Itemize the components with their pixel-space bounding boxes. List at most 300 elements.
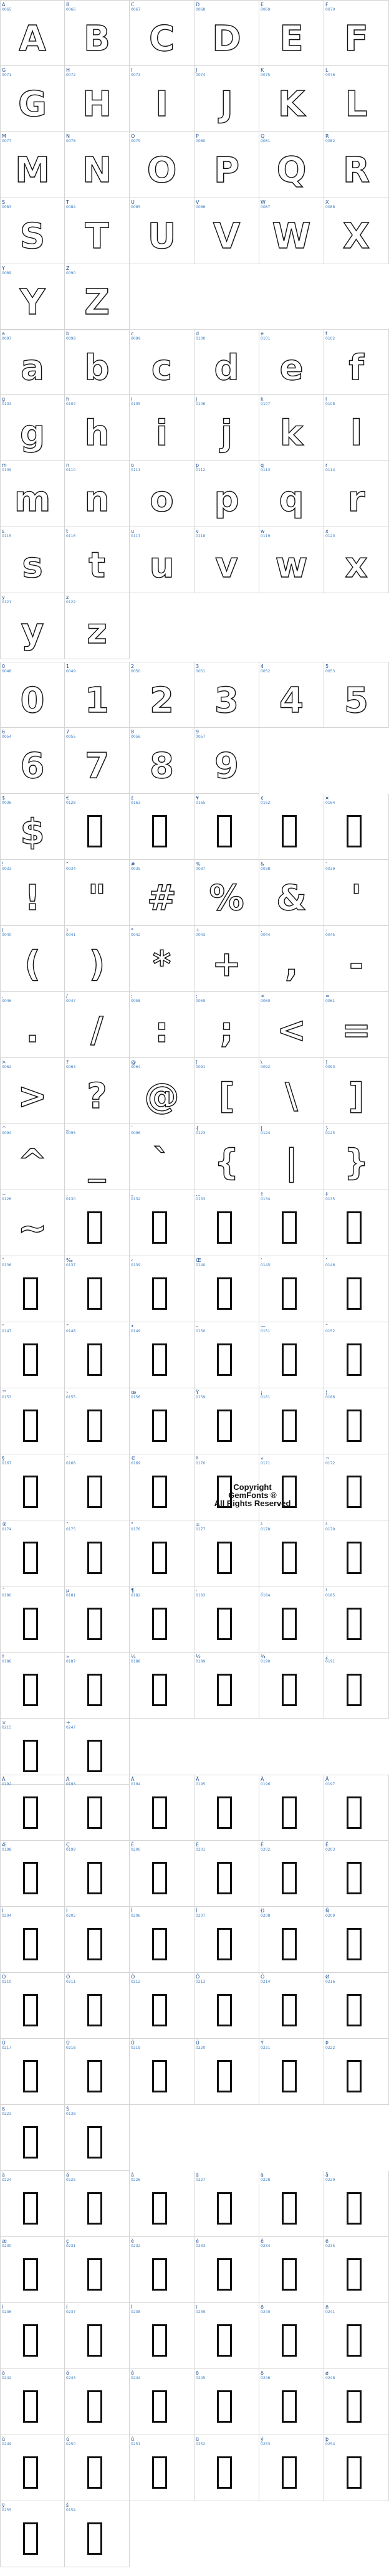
glyph-label: Ã — [196, 1777, 199, 1782]
missing-glyph-box — [217, 1862, 232, 1894]
glyph-cell — [0, 992, 65, 1058]
glyph-cell — [65, 2435, 130, 2501]
glyph-code: 0115 — [2, 534, 12, 538]
glyph-cell — [65, 264, 130, 330]
glyph-cell — [130, 2039, 194, 2105]
glyph-cell — [324, 1586, 389, 1653]
glyph-code: 0216 — [325, 1980, 335, 1984]
glyph-label: ß — [2, 2106, 6, 2112]
glyph-cell — [130, 1454, 194, 1520]
glyph-sample: } — [343, 1142, 369, 1183]
glyph-code: 0102 — [325, 336, 335, 341]
glyph-cell — [259, 2303, 324, 2369]
glyph-cell — [0, 461, 65, 527]
glyph-sample: S — [19, 216, 46, 257]
glyph-cell — [0, 1256, 65, 1322]
missing-glyph-box — [23, 1994, 38, 2026]
glyph-cell — [65, 1124, 130, 1190]
glyph-cell — [0, 1388, 65, 1454]
glyph-sample: l — [350, 413, 363, 454]
glyph-code: 0093 — [325, 1065, 335, 1069]
glyph-label: ¡ — [261, 1390, 263, 1395]
glyph-label: › — [66, 1390, 69, 1395]
glyph-label: ñ — [325, 2304, 329, 2310]
missing-glyph-box — [23, 1928, 38, 1960]
glyph-code: 0239 — [196, 2310, 206, 2314]
glyph-label: Ñ — [325, 1908, 329, 1914]
glyph-code: 0220 — [196, 2046, 206, 2050]
glyph-label: û — [131, 2436, 135, 2442]
missing-glyph-box — [23, 2060, 38, 2092]
glyph-cell — [0, 1775, 65, 1841]
glyph-code: 0047 — [66, 999, 76, 1003]
glyph-cell — [194, 1190, 259, 1256]
glyph-cell — [259, 1775, 324, 1841]
glyph-cell — [130, 329, 194, 395]
glyph-cell — [259, 329, 324, 395]
glyph-code: 0236 — [2, 2310, 12, 2314]
glyph-cell — [130, 1124, 194, 1190]
glyph-cell — [0, 662, 65, 728]
glyph-label: i — [131, 396, 133, 402]
glyph-code: 0055 — [66, 735, 76, 739]
glyph-label: # — [131, 861, 135, 867]
glyph-cell — [65, 2039, 130, 2105]
glyph-cell — [130, 1973, 194, 2039]
glyph-cell — [130, 2171, 194, 2237]
glyph-label: J — [196, 67, 198, 73]
glyph-cell — [65, 1653, 130, 1719]
glyph-cell — [0, 395, 65, 461]
glyph-cell — [259, 395, 324, 461]
glyph-code: 0254 — [325, 2442, 335, 2446]
glyph-label: – — [196, 1324, 198, 1329]
glyph-sample: . — [26, 1010, 39, 1051]
missing-glyph-box — [152, 1343, 167, 1376]
glyph-code: 0094 — [2, 1131, 12, 1135]
glyph-cell — [65, 2105, 130, 2171]
glyph-code: 0178 — [261, 1527, 271, 1532]
section-lowercase — [0, 329, 389, 659]
glyph-label: Œ — [196, 1257, 201, 1263]
missing-glyph-box — [347, 2258, 362, 2291]
glyph-code: 0084 — [66, 205, 76, 209]
glyph-label: ( — [2, 927, 4, 933]
glyph-label: ~ — [2, 1191, 6, 1197]
glyph-label: \ — [261, 1059, 262, 1065]
glyph-cell — [0, 132, 65, 198]
glyph-cell — [259, 2039, 324, 2105]
missing-glyph-box — [87, 1862, 102, 1894]
glyph-sample: + — [212, 944, 241, 985]
glyph-code: 0091 — [196, 1065, 206, 1069]
missing-glyph-box — [217, 1542, 232, 1574]
glyph-cell — [194, 198, 259, 264]
glyph-label: m — [2, 462, 7, 468]
glyph-label: _ — [66, 1125, 69, 1131]
glyph-cell — [130, 461, 194, 527]
missing-glyph-box — [282, 2192, 297, 2225]
glyph-cell — [324, 992, 389, 1058]
glyph-code: 0172 — [325, 1461, 335, 1466]
glyph-cell — [259, 1520, 324, 1586]
glyph-label: ` — [131, 1125, 133, 1131]
glyph-sample: [ — [218, 1076, 235, 1117]
glyph-label: M — [2, 133, 6, 139]
glyph-code: 0251 — [131, 2442, 141, 2446]
glyph-code: 0233 — [196, 2244, 206, 2248]
missing-glyph-box — [282, 1343, 297, 1376]
glyph-cell — [324, 1256, 389, 1322]
glyph-label: ï — [196, 2304, 198, 2310]
glyph-code: 0188 — [131, 1659, 141, 1664]
glyph-code: 0214 — [261, 1980, 271, 1984]
glyph-cell — [259, 132, 324, 198]
glyph-cell — [130, 2303, 194, 2369]
glyph-code: 0245 — [196, 2376, 206, 2380]
missing-glyph-box — [23, 2456, 38, 2489]
glyph-label: 3 — [196, 664, 199, 669]
glyph-code: 0039 — [325, 867, 335, 871]
glyph-sample: = — [342, 1010, 371, 1051]
glyph-cell — [324, 66, 389, 132]
glyph-cell — [65, 132, 130, 198]
glyph-sample: | — [285, 1142, 298, 1183]
glyph-cell — [324, 2237, 389, 2303]
missing-glyph-box — [23, 2126, 38, 2159]
glyph-label: ¾ — [261, 1654, 266, 1659]
glyph-cell — [130, 198, 194, 264]
glyph-sample: V — [213, 216, 241, 257]
glyph-code: 0174 — [2, 1527, 12, 1532]
glyph-label: F — [325, 2, 329, 7]
glyph-cell — [65, 1586, 130, 1653]
glyph-cell — [0, 1973, 65, 2039]
glyph-code: 0253 — [261, 2442, 271, 2446]
glyph-code: 0242 — [2, 2376, 12, 2380]
glyph-label: ¦ — [325, 1390, 327, 1395]
missing-glyph-box — [282, 1542, 297, 1574]
glyph-code: 0046 — [2, 999, 12, 1003]
glyph-label: À — [2, 1777, 6, 1782]
copyright-line-3: All Rights Reserved — [214, 1499, 291, 1508]
glyph-label: Ë — [325, 1842, 329, 1848]
glyph-code: 0123 — [196, 1131, 206, 1135]
glyph-code: 0147 — [2, 1329, 12, 1333]
glyph-cell — [0, 1124, 65, 1190]
glyph-code: 0176 — [131, 1527, 141, 1532]
glyph-cell — [324, 1520, 389, 1586]
glyph-sample: , — [284, 944, 299, 985]
glyph-code: 0168 — [66, 1461, 76, 1466]
glyph-code: 0118 — [196, 534, 206, 538]
glyph-label: 8 — [131, 729, 135, 735]
glyph-label: y — [2, 594, 5, 600]
glyph-code: 0113 — [261, 468, 271, 472]
glyph-code: 0109 — [2, 468, 12, 472]
glyph-label: ¶ — [131, 1588, 135, 1593]
glyph-label: Ð — [261, 1908, 265, 1914]
glyph-cell — [259, 2237, 324, 2303]
glyph-code: 0105 — [131, 402, 141, 406]
glyph-sample: N — [82, 150, 112, 191]
glyph-sample: \ — [285, 1076, 298, 1117]
glyph-cell — [194, 2369, 259, 2435]
glyph-code: 0175 — [66, 1527, 76, 1532]
missing-glyph-box — [87, 1608, 102, 1640]
glyph-code: 0037 — [196, 867, 206, 871]
glyph-code: 0062 — [2, 1065, 12, 1069]
glyph-sample: E — [279, 19, 304, 59]
glyph-sample: _ — [88, 1142, 106, 1183]
glyph-code: 0170 — [196, 1461, 206, 1466]
glyph-cell — [259, 2435, 324, 2501]
glyph-label: â — [131, 2172, 134, 2178]
glyph-label: x — [325, 528, 329, 534]
glyph-label: ’ — [325, 1257, 327, 1263]
missing-glyph-box — [23, 1476, 38, 1508]
glyph-label: ö — [261, 2370, 264, 2376]
glyph-label: » — [66, 1654, 69, 1659]
glyph-cell — [194, 0, 259, 66]
glyph-cell — [194, 860, 259, 926]
missing-glyph-box — [282, 1211, 297, 1244]
glyph-label: Ú — [66, 2040, 70, 2046]
glyph-code: 0218 — [66, 2046, 76, 2050]
glyph-label: 1 — [66, 664, 70, 669]
glyph-label: | — [261, 1125, 262, 1131]
glyph-code: 0122 — [66, 600, 76, 604]
glyph-sample: x — [345, 545, 368, 586]
glyph-sample: @ — [144, 1076, 180, 1117]
glyph-cell — [130, 1841, 194, 1907]
copyright-line-2: GemFonts ® — [228, 1491, 277, 1500]
glyph-cell — [0, 1907, 68, 1973]
section-numbers-symbols — [0, 662, 389, 1785]
glyph-cell — [324, 860, 389, 926]
glyph-sample: 7 — [85, 746, 109, 786]
glyph-code: 0128 — [66, 801, 76, 805]
glyph-label: „ — [131, 1191, 134, 1197]
glyph-cell — [0, 1322, 65, 1388]
glyph-sample: f — [348, 348, 364, 388]
glyph-cell — [65, 1907, 133, 1973]
glyph-cell — [194, 1841, 259, 1907]
glyph-sample: 1 — [85, 680, 109, 721]
glyph-cell — [259, 1256, 324, 1322]
missing-glyph-box — [217, 2060, 232, 2092]
glyph-sample: ( — [24, 944, 41, 985]
glyph-label: < — [261, 993, 265, 999]
glyph-sample: ^ — [17, 1142, 47, 1183]
glyph-label: , — [261, 927, 262, 933]
glyph-code: 0217 — [2, 2046, 12, 2050]
glyph-cell — [194, 2303, 259, 2369]
glyph-label: [ — [196, 1059, 198, 1065]
glyph-cell — [65, 1841, 130, 1907]
glyph-code: 0186 — [2, 1659, 12, 1664]
glyph-cell — [130, 527, 194, 593]
missing-glyph-box — [347, 1608, 362, 1640]
glyph-label: z — [66, 594, 69, 600]
glyph-label: ! — [2, 861, 4, 867]
glyph-sample: D — [212, 19, 241, 59]
glyph-cell — [0, 527, 65, 593]
glyph-code: 0237 — [66, 2310, 76, 2314]
glyph-label: ) — [66, 927, 69, 933]
glyph-cell — [259, 1190, 324, 1256]
glyph-sample: H — [82, 84, 112, 125]
glyph-label: É — [196, 1842, 199, 1848]
glyph-code: 0066 — [66, 7, 76, 12]
missing-glyph-box — [282, 2456, 297, 2489]
glyph-code: 0065 — [2, 7, 12, 12]
glyph-cell — [324, 926, 389, 992]
glyph-code: 0204 — [2, 1914, 12, 1918]
glyph-code: 0058 — [131, 999, 141, 1003]
glyph-cell — [194, 1058, 259, 1124]
glyph-cell — [65, 2171, 130, 2237]
glyph-label: P — [196, 133, 199, 139]
glyph-code: 0119 — [261, 534, 271, 538]
glyph-label: Ó — [66, 1974, 70, 1980]
glyph-code: 0177 — [196, 1527, 206, 1532]
glyph-code: 0203 — [325, 1848, 335, 1852]
glyph-label: H — [66, 67, 70, 73]
glyph-code: 0211 — [66, 1980, 76, 1984]
glyph-code: 0154 — [66, 2508, 76, 2512]
missing-glyph-box — [87, 1994, 102, 2026]
missing-glyph-box — [87, 2258, 102, 2291]
glyph-label: r — [325, 462, 328, 468]
missing-glyph-box — [347, 2456, 362, 2489]
glyph-sample: j — [220, 413, 233, 454]
missing-glyph-box — [87, 1674, 102, 1706]
glyph-cell — [324, 1454, 389, 1520]
glyph-cell — [65, 992, 130, 1058]
glyph-sample: Q — [276, 150, 307, 191]
glyph-code: 0049 — [66, 669, 76, 674]
glyph-cell — [194, 1124, 259, 1190]
glyph-cell — [0, 926, 65, 992]
glyph-label: ? — [66, 1059, 69, 1065]
glyph-code: 0153 — [2, 1395, 12, 1400]
glyph-code: 0063 — [66, 1065, 76, 1069]
glyph-label: Í — [66, 1908, 68, 1914]
glyph-code: 0243 — [66, 2376, 76, 2380]
glyph-cell — [259, 2171, 324, 2237]
glyph-label: / — [66, 993, 68, 999]
glyph-label: T — [66, 199, 69, 205]
glyph-label: U — [131, 199, 135, 205]
glyph-label: D — [196, 2, 200, 7]
glyph-code: 0048 — [2, 669, 12, 674]
glyph-label: « — [261, 1456, 264, 1461]
glyph-cell — [65, 2369, 130, 2435]
glyph-code: 0040 — [2, 933, 12, 937]
glyph-sample: F — [344, 19, 368, 59]
glyph-cell — [259, 66, 324, 132]
missing-glyph-box — [282, 815, 297, 847]
glyph-code: 0112 — [196, 468, 206, 472]
glyph-label: @ — [131, 1059, 136, 1065]
glyph-cell — [259, 860, 324, 926]
missing-glyph-box — [87, 2456, 102, 2489]
glyph-label: — — [261, 1324, 266, 1329]
glyph-code: 0229 — [325, 2178, 335, 2182]
glyph-label: Ù — [2, 2040, 6, 2046]
glyph-code: 0070 — [325, 7, 335, 12]
glyph-cell — [194, 66, 259, 132]
glyph-cell — [194, 395, 259, 461]
missing-glyph-box — [282, 2390, 297, 2423]
glyph-code: 0161 — [261, 1395, 271, 1400]
glyph-cell — [0, 198, 65, 264]
glyph-label: Y — [2, 265, 5, 271]
glyph-label: á — [66, 2172, 69, 2178]
glyph-code: 0099 — [131, 336, 141, 341]
glyph-cell — [194, 2039, 259, 2105]
glyph-cell — [65, 66, 133, 132]
glyph-cell — [194, 1256, 259, 1322]
glyph-cell — [65, 1775, 130, 1841]
glyph-code: 0059 — [196, 999, 206, 1003]
glyph-code: 0042 — [131, 933, 141, 937]
glyph-label: Õ — [196, 1974, 200, 1980]
glyph-code: 0133 — [196, 1197, 206, 1201]
glyph-code: 0053 — [325, 669, 335, 674]
glyph-label: õ — [196, 2370, 199, 2376]
glyph-code: 0134 — [261, 1197, 271, 1201]
missing-glyph-box — [23, 1542, 38, 1574]
missing-glyph-box — [152, 1608, 167, 1640]
glyph-cell — [0, 1841, 65, 1907]
glyph-label: g — [2, 396, 6, 402]
glyph-sample: s — [22, 545, 43, 586]
glyph-label: ü — [196, 2436, 199, 2442]
glyph-cell — [0, 1520, 65, 1586]
glyph-label: f — [325, 331, 327, 336]
missing-glyph-box — [87, 2192, 102, 2225]
glyph-code: 0121 — [2, 600, 12, 604]
glyph-sample: c — [151, 348, 173, 388]
glyph-label: B — [66, 2, 70, 7]
glyph-cell — [259, 1653, 324, 1719]
glyph-label: ¼ — [131, 1654, 136, 1659]
glyph-code: 0044 — [261, 933, 271, 937]
glyph-code: 0183 — [196, 1593, 206, 1598]
missing-glyph-box — [347, 1410, 362, 1442]
glyph-label: - — [325, 927, 327, 933]
glyph-label: ¥ — [196, 795, 199, 801]
glyph-cell — [0, 264, 65, 330]
glyph-code: 0052 — [261, 669, 271, 674]
glyph-code: 0077 — [2, 139, 12, 143]
glyph-label: 9 — [196, 729, 199, 735]
glyph-code: 0194 — [131, 1782, 141, 1787]
glyph-code: 0116 — [66, 534, 76, 538]
glyph-cell — [324, 1058, 389, 1124]
glyph-cell — [324, 329, 389, 395]
glyph-sample: : — [155, 1010, 169, 1051]
missing-glyph-box — [282, 1862, 297, 1894]
glyph-code: 0104 — [66, 402, 76, 406]
glyph-label: Î — [131, 1908, 133, 1914]
glyph-code: 0209 — [325, 1914, 335, 1918]
glyph-label: ± — [196, 1522, 200, 1527]
glyph-code: 0064 — [131, 1065, 141, 1069]
glyph-sample: % — [209, 878, 244, 918]
